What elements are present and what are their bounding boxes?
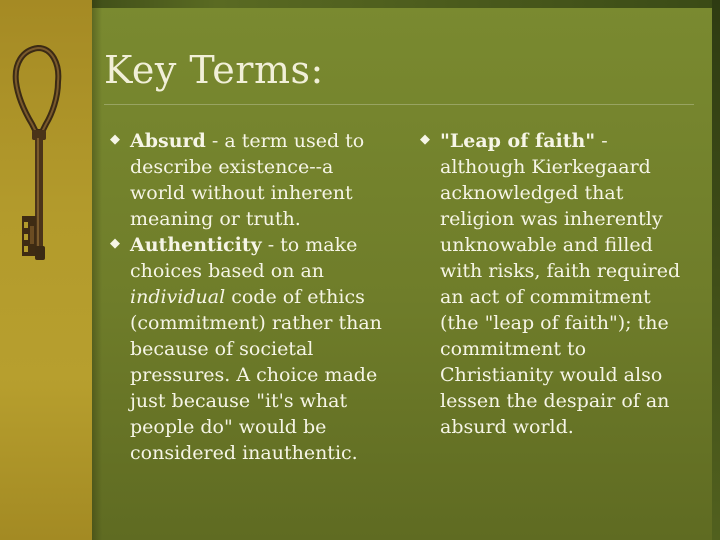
right-border [712,0,720,540]
right-column [418,128,693,440]
term-label: "Leap of faith" [440,130,596,152]
top-border [0,0,720,8]
term-label: Absurd [130,130,206,152]
bullet-absurd [108,128,393,232]
term-definition-part2: code of ethics (commitment) rather than because of societal pressures. A choice made just because "it's what people do" would be considered inauthentic. [130,286,382,464]
term-definition: - although Kierkegaard acknowledged that religion was inherently unknowable and filled with risks, faith required an act of commitment (the "leap of faith"); the commitment to Christianity would also lessen the despair of an absurd world. [440,130,681,438]
diamond-bullet-icon: ◆ [110,236,120,251]
bullet-authenticity [108,232,393,466]
antique-key-icon [8,40,84,280]
slide-title: Key Terms: [104,48,324,92]
title-divider [104,104,694,105]
diamond-bullet-icon: ◆ [110,132,120,147]
term-definition: - a term used to describe existence--a world without inherent meaning or truth. [130,130,365,230]
term-definition-part1: - to make choices based on an [130,234,358,282]
term-emphasis: individual [130,286,226,308]
diamond-bullet-icon: ◆ [420,132,430,147]
term-label: Authenticity [130,234,262,256]
strip-shadow [92,0,102,540]
bullet-leap-of-faith [418,128,693,440]
left-column [108,128,393,466]
